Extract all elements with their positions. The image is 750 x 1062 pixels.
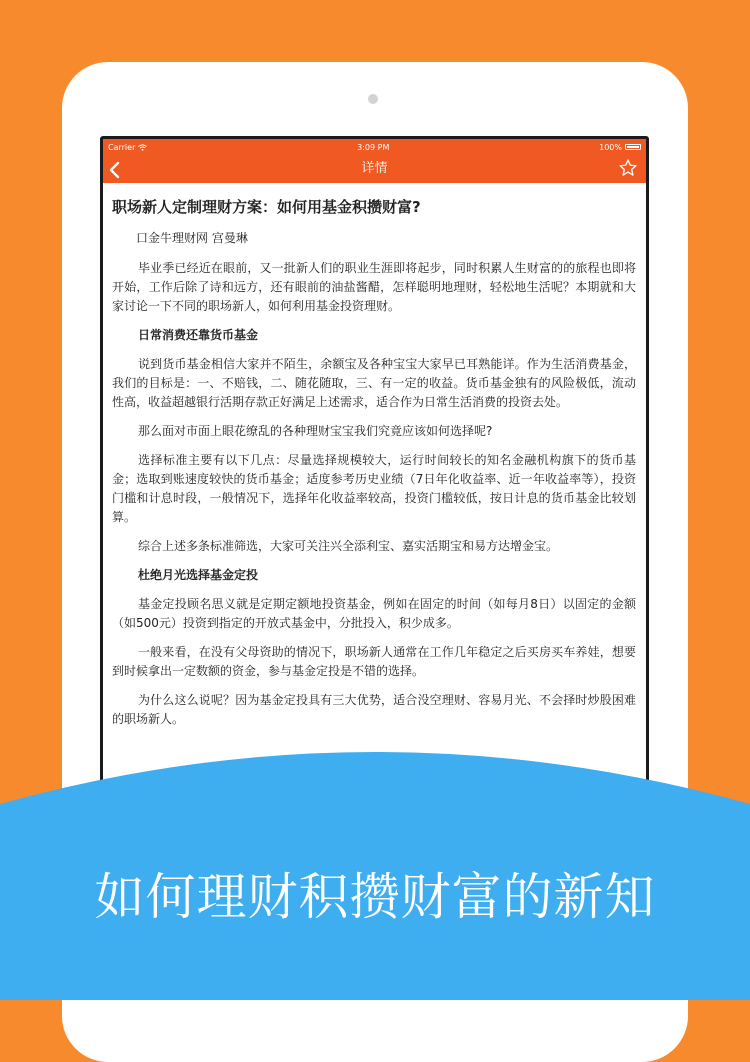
paragraph-fixed-investment: 基金定投顾名思义就是定期定额地投资基金，例如在固定的时间（如每月8日）以固定的金额（如500元）投资到指定的开放式基金中，分批投入，积少成多。 (112, 597, 636, 630)
battery-percent: 100% (599, 142, 622, 152)
star-outline-icon (618, 158, 638, 178)
device-screen (100, 136, 649, 836)
paragraph-intro: 毕业季已经近在眼前，又一批新人们的职业生涯即将起步，同时积累人生财富的的旅程也即将开始，工作后除了诗和远方，还有眼前的油盐酱醋，怎样聪明地理财，轻松地生活呢？本期就和大家讨论一下不同的职场新人，如何利用基金投资理财。 (112, 261, 636, 313)
paragraph-recommendation: 综合上述多条标准筛选，大家可关注兴全添利宝、嘉实活期宝和易方达增金宝。 (138, 539, 559, 553)
status-time: 3:09 PM (357, 142, 390, 152)
section-heading-money-fund: 日常消费还靠货币基金 (138, 328, 259, 342)
status-left (108, 143, 147, 152)
battery-level (627, 146, 639, 148)
article-title: 职场新人定制理财方案：如何用基金积攒财富? (112, 198, 421, 216)
status-bar (103, 139, 646, 155)
paragraph-question: 那么面对市面上眼花缭乱的各种理财宝宝我们究竟应该如何选择呢? (138, 424, 493, 438)
battery-icon (625, 144, 641, 150)
section-heading-fixed-investment: 杜绝月光选择基金定投 (138, 568, 259, 582)
nav-bar (103, 155, 646, 183)
paragraph-newcomers: 一般来看，在没有父母资助的情况下，职场新人通常在工作几年稳定之后买房买车养娃，想要到时候拿出一定数额的资金，参与基金定投是不错的选择。 (112, 645, 636, 678)
page-title: 详情 (361, 161, 388, 176)
favorite-button[interactable] (618, 158, 638, 183)
status-right (599, 143, 641, 152)
paragraph-money-fund: 说到货币基金相信大家并不陌生，余额宝及各种宝宝大家早已耳熟能详。作为生活消费基金，我们的目标是：一、不赔钱，二、随花随取，三、有一定的收益。货币基金独有的风险极低，流动性高，收益超越银行活期存款正好满足上述需求，适合作为日常生活消费的投资去处。 (112, 357, 636, 409)
article-body (103, 183, 646, 729)
article-byline: 口金牛理财网 宫曼琳 (136, 231, 248, 245)
paragraph-criteria: 选择标准主要有以下几点：尽量选择规模较大，运行时间较长的知名金融机构旗下的货币基金；选取到账速度较快的货币基金；适度参考历史业绩（7日年化收益率、近一年收益率等），投资门槛和计息时段，一般情况下，选择年化收益率较高，投资门槛较低，按日计息的货币基金比较划算。 (112, 453, 636, 524)
wifi-icon (138, 144, 147, 151)
banner-tagline: 如何理财积攒财富的新知 (94, 868, 656, 926)
front-camera (368, 94, 378, 104)
carrier-label: Carrier (108, 142, 136, 152)
app-view (103, 139, 646, 836)
paragraph-advantages: 为什么这么说呢？因为基金定投具有三大优势，适合没空理财、容易月光、不会择时炒股困难的职场新人。 (112, 693, 636, 726)
